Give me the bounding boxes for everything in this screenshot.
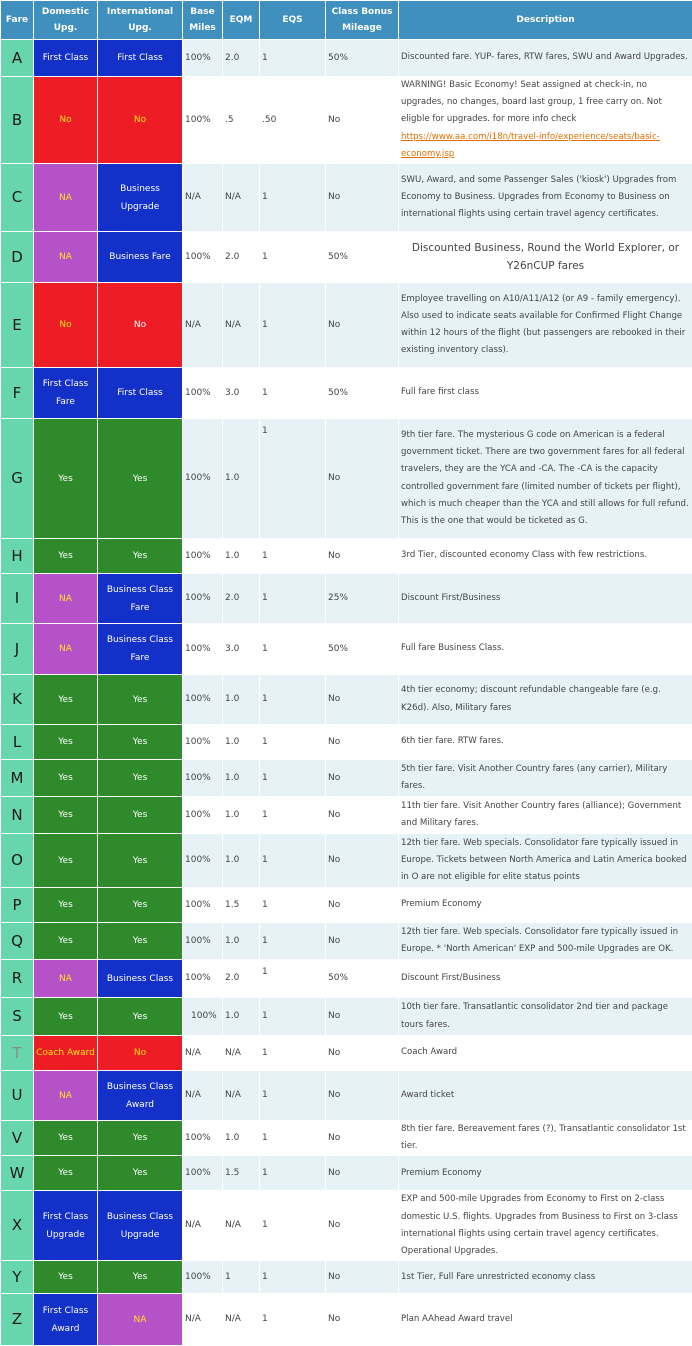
class-bonus-cell: No (326, 539, 399, 574)
international-upgrade-cell: No (98, 77, 183, 164)
eqs-cell: 1 (260, 960, 326, 998)
domestic-upgrade-cell: Yes (34, 1121, 98, 1156)
domestic-upgrade-cell: NA (34, 624, 98, 675)
class-bonus-cell: 50% (326, 40, 399, 77)
domestic-upgrade-cell: Yes (34, 834, 98, 888)
eqs-cell: .50 (260, 77, 326, 164)
description-cell: Discounted fare. YUP- fares, RTW fares, SWU and Award Upgrades. (399, 40, 692, 77)
fare-code: A (1, 40, 34, 77)
description-cell: Premium Economy (399, 1156, 692, 1191)
international-upgrade-cell: Yes (98, 419, 183, 539)
table-row (1, 760, 692, 797)
description-cell: EXP and 500-mile Upgrades from Economy to First on 2-class domestic U.S. flights. Upgrades from Business to First on 3-class international flights using certain travel agency certificates. Operational Upgrades. (399, 1191, 692, 1261)
table-row (1, 1261, 692, 1294)
domestic-upgrade-cell: First Class Upgrade (34, 1191, 98, 1261)
table-row (1, 725, 692, 760)
class-bonus-cell: No (326, 283, 399, 368)
eqm-cell: 1.5 (223, 888, 260, 923)
international-upgrade-cell: Yes (98, 834, 183, 888)
domestic-upgrade-cell: NA (34, 574, 98, 624)
domestic-upgrade-cell: Yes (34, 923, 98, 960)
eqs-cell: 1 (260, 40, 326, 77)
eqs-cell: 1 (260, 574, 326, 624)
fare-code: W (1, 1156, 34, 1191)
base-miles-cell: N/A (183, 1294, 223, 1346)
domestic-upgrade-cell: Yes (34, 1156, 98, 1191)
header-domestic-upgrade: Domestic Upg. (34, 1, 98, 40)
class-bonus-cell: No (326, 1036, 399, 1071)
description-text: WARNING! Basic Economy! Seat assigned at check-in, no upgrades, no changes, board last group, 1 free carry on. Not eligble for upgrades. for more info check (401, 80, 662, 124)
eqm-cell: 1.5 (223, 1156, 260, 1191)
base-miles-cell: 100% (183, 960, 223, 998)
base-miles-cell: N/A (183, 1191, 223, 1261)
table-row (1, 1121, 692, 1156)
domestic-upgrade-cell: Yes (34, 888, 98, 923)
international-upgrade-cell: Yes (98, 923, 183, 960)
eqm-cell: 1.0 (223, 539, 260, 574)
table-row (1, 1294, 692, 1346)
international-upgrade-cell: NA (98, 1294, 183, 1346)
fare-code: V (1, 1121, 34, 1156)
header-class-bonus: Class Bonus Mileage (326, 1, 399, 40)
fare-code: E (1, 283, 34, 368)
eqs-cell: 1 (260, 624, 326, 675)
eqm-cell: 1.0 (223, 1121, 260, 1156)
eqm-cell: N/A (223, 164, 260, 232)
fare-code: X (1, 1191, 34, 1261)
description-cell: Premium Economy (399, 888, 692, 923)
table-row (1, 624, 692, 675)
eqs-cell: 1 (260, 1036, 326, 1071)
fare-code: P (1, 888, 34, 923)
base-miles-cell: 100% (183, 1261, 223, 1294)
domestic-upgrade-cell: First Class (34, 40, 98, 77)
description-cell: Discounted Business, Round the World Explorer, or Y26nCUP fares (399, 232, 692, 283)
table-row (1, 923, 692, 960)
class-bonus-cell: 50% (326, 368, 399, 419)
description-cell: Full fare first class (399, 368, 692, 419)
class-bonus-cell: No (326, 675, 399, 725)
fare-code: N (1, 797, 34, 834)
description-cell: 5th tier fare. Visit Another Country fares (any carrier), Military fares. (399, 760, 692, 797)
international-upgrade-cell: Yes (98, 539, 183, 574)
description-cell: 9th tier fare. The mysterious G code on American is a federal government ticket. There are two government fares for all federal travelers, they are the YCA and -CA. The -CA is the capacity controlled government fare (limited number of tickets per flight), which is much cheaper than the YCA and still allows for full refund. This is the one that would be ticketed as G. (399, 419, 692, 539)
eqm-cell: 3.0 (223, 368, 260, 419)
table-row (1, 1191, 692, 1261)
eqs-cell: 1 (260, 1294, 326, 1346)
table-row (1, 574, 692, 624)
class-bonus-cell: No (326, 888, 399, 923)
description-cell: 12th tier fare. Web specials. Consolidator fare typically issued in Europe. Tickets between North America and Latin America booked in O are not eligible for elite status points (399, 834, 692, 888)
domestic-upgrade-cell: First Class Fare (34, 368, 98, 419)
eqm-cell: 2.0 (223, 232, 260, 283)
class-bonus-cell: No (326, 797, 399, 834)
international-upgrade-cell: Yes (98, 1121, 183, 1156)
fare-code: B (1, 77, 34, 164)
fare-code: J (1, 624, 34, 675)
description-cell: 6th tier fare. RTW fares. (399, 725, 692, 760)
class-bonus-cell: No (326, 419, 399, 539)
fare-code: T (1, 1036, 34, 1071)
domestic-upgrade-cell: NA (34, 232, 98, 283)
class-bonus-cell: No (326, 164, 399, 232)
fare-code: F (1, 368, 34, 419)
eqs-cell: 1 (260, 283, 326, 368)
eqm-cell: 2.0 (223, 40, 260, 77)
base-miles-cell: 100% (183, 40, 223, 77)
description-cell: 11th tier fare. Visit Another Country fares (alliance); Government and Military fares. (399, 797, 692, 834)
domestic-upgrade-cell: Yes (34, 539, 98, 574)
description-cell: Full fare Business Class. (399, 624, 692, 675)
basic-economy-link[interactable]: https://www.aa.com/i18n/travel-info/experience/seats/basic-economy.jsp (401, 132, 660, 159)
class-bonus-cell: No (326, 1191, 399, 1261)
eqm-cell: 1.0 (223, 725, 260, 760)
class-bonus-cell: 50% (326, 960, 399, 998)
description-cell: SWU, Award, and some Passenger Sales ('kiosk') Upgrades from Economy to Business. Upgrades from Economy to Business on international flights using certain travel agency certificates. (399, 164, 692, 232)
class-bonus-cell: No (326, 1121, 399, 1156)
table-row (1, 539, 692, 574)
description-cell: Award ticket (399, 1071, 692, 1121)
class-bonus-cell: No (326, 1294, 399, 1346)
domestic-upgrade-cell: Yes (34, 797, 98, 834)
fare-code: I (1, 574, 34, 624)
base-miles-cell: 100% (183, 77, 223, 164)
table-row (1, 1156, 692, 1191)
header-eqm: EQM (223, 1, 260, 40)
domestic-upgrade-cell: Yes (34, 998, 98, 1036)
description-cell: 3rd Tier, discounted economy Class with few restrictions. (399, 539, 692, 574)
base-miles-cell: 100% (183, 368, 223, 419)
eqs-cell: 1 (260, 1156, 326, 1191)
eqm-cell: 1.0 (223, 760, 260, 797)
base-miles-cell: N/A (183, 1071, 223, 1121)
class-bonus-cell: No (326, 1156, 399, 1191)
eqm-cell: N/A (223, 1191, 260, 1261)
domestic-upgrade-cell: Yes (34, 675, 98, 725)
base-miles-cell: 100% (183, 1156, 223, 1191)
class-bonus-cell: 25% (326, 574, 399, 624)
header-eqs: EQS (260, 1, 326, 40)
base-miles-cell: 100% (183, 834, 223, 888)
eqm-cell: 1 (223, 1261, 260, 1294)
domestic-upgrade-cell: Yes (34, 1261, 98, 1294)
table-row (1, 40, 692, 77)
header-row (1, 1, 692, 40)
table-row (1, 888, 692, 923)
base-miles-cell: N/A (183, 283, 223, 368)
fare-code: G (1, 419, 34, 539)
class-bonus-cell: No (326, 725, 399, 760)
fare-code: R (1, 960, 34, 998)
eqm-cell: N/A (223, 283, 260, 368)
international-upgrade-cell: Business Class Award (98, 1071, 183, 1121)
description-cell: Discount First/Business (399, 574, 692, 624)
international-upgrade-cell: First Class (98, 368, 183, 419)
description-cell: 4th tier economy; discount refundable changeable fare (e.g. K26d). Also, Military fares (399, 675, 692, 725)
eqs-cell: 1 (260, 998, 326, 1036)
description-cell: Plan AAhead Award travel (399, 1294, 692, 1346)
international-upgrade-cell: Business Class Fare (98, 574, 183, 624)
international-upgrade-cell: Yes (98, 1156, 183, 1191)
description-cell: 12th tier fare. Web specials. Consolidator fare typically issued in Europe. * 'North American' EXP and 500-mile Upgrades are OK. (399, 923, 692, 960)
class-bonus-cell: No (326, 998, 399, 1036)
eqm-cell: 1.0 (223, 923, 260, 960)
base-miles-cell: 100% (183, 923, 223, 960)
international-upgrade-cell: Business Class (98, 960, 183, 998)
eqs-cell: 1 (260, 232, 326, 283)
description-cell: Coach Award (399, 1036, 692, 1071)
class-bonus-cell: No (326, 760, 399, 797)
fare-code: C (1, 164, 34, 232)
domestic-upgrade-cell: No (34, 283, 98, 368)
fare-code: Z (1, 1294, 34, 1346)
domestic-upgrade-cell: NA (34, 960, 98, 998)
eqm-cell: .5 (223, 77, 260, 164)
class-bonus-cell: No (326, 1071, 399, 1121)
class-bonus-cell: No (326, 834, 399, 888)
international-upgrade-cell: Yes (98, 998, 183, 1036)
class-bonus-cell: No (326, 77, 399, 164)
eqm-cell: 1.0 (223, 419, 260, 539)
base-miles-cell: 100% (183, 232, 223, 283)
international-upgrade-cell: Business Fare (98, 232, 183, 283)
description-cell: Discount First/Business (399, 960, 692, 998)
fare-code: S (1, 998, 34, 1036)
fare-code: M (1, 760, 34, 797)
eqm-cell: 1.0 (223, 797, 260, 834)
fare-code: Q (1, 923, 34, 960)
eqm-cell: 1.0 (223, 834, 260, 888)
international-upgrade-cell: Yes (98, 1261, 183, 1294)
base-miles-cell: N/A (183, 164, 223, 232)
domestic-upgrade-cell: Yes (34, 760, 98, 797)
description-cell: 10th tier fare. Transatlantic consolidator 2nd tier and package tours fares. (399, 998, 692, 1036)
eqs-cell: 1 (260, 368, 326, 419)
base-miles-cell: 100% (183, 760, 223, 797)
table-row (1, 834, 692, 888)
fare-code: U (1, 1071, 34, 1121)
table-row (1, 232, 692, 283)
eqs-cell: 1 (260, 1191, 326, 1261)
base-miles-cell: 100% (183, 419, 223, 539)
base-miles-cell: 100% (183, 725, 223, 760)
fare-code: D (1, 232, 34, 283)
description-cell: 1st Tier, Full Fare unrestricted economy class (399, 1261, 692, 1294)
fare-code: H (1, 539, 34, 574)
table-row (1, 77, 692, 164)
eqs-cell: 1 (260, 164, 326, 232)
eqm-cell: N/A (223, 1071, 260, 1121)
eqs-cell: 1 (260, 1261, 326, 1294)
table-row (1, 1071, 692, 1121)
fare-code: Y (1, 1261, 34, 1294)
base-miles-cell: 100% (183, 624, 223, 675)
international-upgrade-cell: First Class (98, 40, 183, 77)
base-miles-cell: 100% (183, 998, 223, 1036)
table-row (1, 998, 692, 1036)
class-bonus-cell: No (326, 1261, 399, 1294)
table-row (1, 419, 692, 539)
eqs-cell: 1 (260, 539, 326, 574)
international-upgrade-cell: Yes (98, 888, 183, 923)
base-miles-cell: 100% (183, 574, 223, 624)
domestic-upgrade-cell: Yes (34, 725, 98, 760)
table-row (1, 797, 692, 834)
base-miles-cell: 100% (183, 888, 223, 923)
eqs-cell: 1 (260, 1121, 326, 1156)
base-miles-cell: 100% (183, 675, 223, 725)
base-miles-cell: N/A (183, 1036, 223, 1071)
eqm-cell: 2.0 (223, 960, 260, 998)
domestic-upgrade-cell: Yes (34, 419, 98, 539)
domestic-upgrade-cell: NA (34, 1071, 98, 1121)
eqm-cell: 3.0 (223, 624, 260, 675)
class-bonus-cell: No (326, 923, 399, 960)
eqs-cell: 1 (260, 760, 326, 797)
eqs-cell: 1 (260, 923, 326, 960)
fare-code: O (1, 834, 34, 888)
eqs-cell: 1 (260, 797, 326, 834)
table-row (1, 368, 692, 419)
domestic-upgrade-cell: NA (34, 164, 98, 232)
eqm-cell: 1.0 (223, 998, 260, 1036)
eqs-cell: 1 (260, 1071, 326, 1121)
international-upgrade-cell: Business Upgrade (98, 164, 183, 232)
international-upgrade-cell: Yes (98, 725, 183, 760)
fare-code: K (1, 675, 34, 725)
description-cell (399, 77, 692, 164)
domestic-upgrade-cell: First Class Award (34, 1294, 98, 1346)
eqs-cell: 1 (260, 725, 326, 760)
eqs-cell: 1 (260, 888, 326, 923)
base-miles-cell: 100% (183, 539, 223, 574)
class-bonus-cell: 50% (326, 232, 399, 283)
header-fare: Fare (1, 1, 34, 40)
international-upgrade-cell: Yes (98, 760, 183, 797)
international-upgrade-cell: No (98, 1036, 183, 1071)
eqs-cell: 1 (260, 834, 326, 888)
international-upgrade-cell: Business Class Fare (98, 624, 183, 675)
header-base-miles: Base Miles (183, 1, 223, 40)
eqm-cell: 1.0 (223, 675, 260, 725)
domestic-upgrade-cell: Coach Award (34, 1036, 98, 1071)
table-row (1, 164, 692, 232)
table-row (1, 1036, 692, 1071)
international-upgrade-cell: No (98, 283, 183, 368)
description-cell: 8th tier fare. Bereavement fares (?), Transatlantic consolidator 1st tier. (399, 1121, 692, 1156)
domestic-upgrade-cell: No (34, 77, 98, 164)
table-row (1, 283, 692, 368)
class-bonus-cell: 50% (326, 624, 399, 675)
fare-code: L (1, 725, 34, 760)
table-row (1, 675, 692, 725)
international-upgrade-cell: Business Class Upgrade (98, 1191, 183, 1261)
international-upgrade-cell: Yes (98, 797, 183, 834)
international-upgrade-cell: Yes (98, 675, 183, 725)
eqm-cell: N/A (223, 1294, 260, 1346)
description-cell: Employee travelling on A10/A11/A12 (or A9 - family emergency). Also used to indicate seats available for Confirmed Flight Change within 12 hours of the flight (but passengers are rebooked in their existing inventory class). (399, 283, 692, 368)
table-row (1, 960, 692, 998)
eqm-cell: 2.0 (223, 574, 260, 624)
eqm-cell: N/A (223, 1036, 260, 1071)
header-description: Description (399, 1, 692, 40)
eqs-cell: 1 (260, 419, 326, 539)
eqs-cell: 1 (260, 675, 326, 725)
base-miles-cell: 100% (183, 1121, 223, 1156)
header-international-upgrade: International Upg. (98, 1, 183, 40)
base-miles-cell: 100% (183, 797, 223, 834)
